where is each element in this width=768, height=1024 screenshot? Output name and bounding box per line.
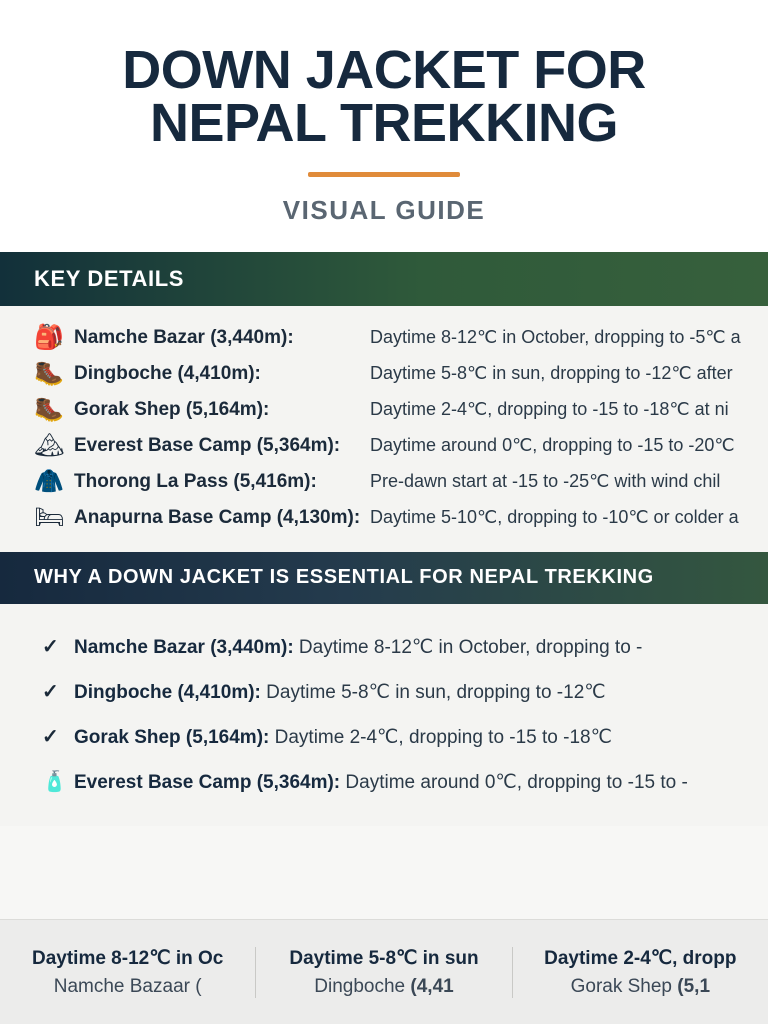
why-row-detail: Daytime 8-12℃ in October, dropping to - xyxy=(293,636,643,658)
boot-icon: 🥾 xyxy=(34,359,64,387)
why-section-band-label: WHY A DOWN JACKET IS ESSENTIAL FOR NEPAL TREKKING xyxy=(34,566,654,589)
sleeping-bag-icon: 🛏 xyxy=(34,503,65,531)
backpack-icon: 🎒 xyxy=(34,323,64,351)
footer-cell-subtitle xyxy=(523,976,758,998)
footer-cell-subtitle xyxy=(10,976,245,998)
why-row xyxy=(0,669,768,714)
why-row xyxy=(0,624,768,669)
key-detail-row xyxy=(0,320,768,356)
why-row-place: Everest Base Camp (5,364m): xyxy=(74,771,341,793)
key-detail-description: Daytime 5-8℃ in sun, dropping to -12℃ after xyxy=(370,363,733,384)
key-detail-row xyxy=(0,500,768,536)
footer-cell-title: Daytime 5-8℃ in sun xyxy=(289,947,479,969)
why-row-detail: Daytime 2-4℃, dropping to -15 to -18℃ xyxy=(269,726,612,748)
footer-cell-place: Gorak Shep xyxy=(570,975,678,997)
key-detail-description: Daytime 5-10℃, dropping to -10℃ or colder a xyxy=(370,507,739,528)
why-row-place: Dingboche (4,410m): xyxy=(74,681,261,703)
key-detail-place: Dingboche (4,410m): xyxy=(74,362,261,384)
mountain-icon: 🏔 xyxy=(34,431,65,459)
check-icon: ✓ xyxy=(42,725,59,748)
key-detail-row xyxy=(0,428,768,464)
key-details-band xyxy=(0,252,768,306)
footer-cell-place: Dingboche xyxy=(314,975,411,997)
why-row xyxy=(0,714,768,759)
key-detail-row xyxy=(0,392,768,428)
why-section-band xyxy=(0,552,768,604)
why-row-text xyxy=(74,771,688,794)
key-detail-place: Anapurna Base Camp (4,130m): xyxy=(74,506,361,528)
key-detail-description: Pre-dawn start at -15 to -25℃ with wind chil xyxy=(370,471,721,492)
check-icon: ✓ xyxy=(42,635,59,658)
water-bottle-icon: 🧴 xyxy=(42,770,67,793)
page-title xyxy=(30,40,738,153)
footer-cell-place: Namche Bazaar ( xyxy=(53,975,202,997)
footer-cell xyxy=(0,947,255,998)
footer-cell-altitude: (5,1 xyxy=(677,975,711,997)
footer-cell-subtitle xyxy=(266,976,501,998)
key-detail-row xyxy=(0,356,768,392)
footer-cell-altitude: (4,41 xyxy=(410,975,454,997)
key-detail-description: Daytime 2-4℃, dropping to -15 to -18℃ at ni xyxy=(370,399,729,420)
key-detail-place: Thorong La Pass (5,416m): xyxy=(74,470,317,492)
why-row-detail: Daytime around 0℃, dropping to -15 to - xyxy=(340,771,688,793)
why-row-place: Gorak Shep (5,164m): xyxy=(74,726,270,748)
footer-cell-title: Daytime 2-4℃, dropp xyxy=(544,947,737,969)
check-icon: ✓ xyxy=(42,680,59,703)
why-row-text xyxy=(74,636,642,659)
key-detail-row xyxy=(0,464,768,500)
title-divider xyxy=(308,172,460,177)
key-detail-place: Everest Base Camp (5,364m): xyxy=(74,434,341,456)
why-row xyxy=(0,759,768,804)
footer-cell xyxy=(512,947,768,998)
key-detail-place: Gorak Shep (5,164m): xyxy=(74,398,270,420)
key-detail-place: Namche Bazar (3,440m): xyxy=(74,326,294,348)
key-detail-description: Daytime around 0℃, dropping to -15 to -20℃ xyxy=(370,435,735,456)
footer-cell-title: Daytime 8-12℃ in Oc xyxy=(31,947,224,969)
header xyxy=(0,0,768,252)
footer-cell xyxy=(255,947,511,998)
why-section-list xyxy=(0,604,768,826)
key-detail-description: Daytime 8-12℃ in October, dropping to -5℃ a xyxy=(370,327,741,348)
why-row-detail: Daytime 5-8℃ in sun, dropping to -12℃ xyxy=(260,681,606,703)
key-details-list xyxy=(0,306,768,552)
boot-icon: 🥾 xyxy=(34,395,64,423)
page-subtitle: VISUAL GUIDE xyxy=(282,194,486,225)
footer xyxy=(0,919,768,1024)
jacket-icon: 🧥 xyxy=(34,467,64,495)
page-title-line-1: DOWN JACKET FOR xyxy=(122,40,646,100)
why-row-place: Namche Bazar (3,440m): xyxy=(74,636,294,658)
key-details-band-label: KEY DETAILS xyxy=(34,265,185,291)
why-row-text xyxy=(74,681,606,704)
why-row-text xyxy=(74,726,612,749)
page-title-line-2: NEPAL TREKKING xyxy=(149,92,619,153)
